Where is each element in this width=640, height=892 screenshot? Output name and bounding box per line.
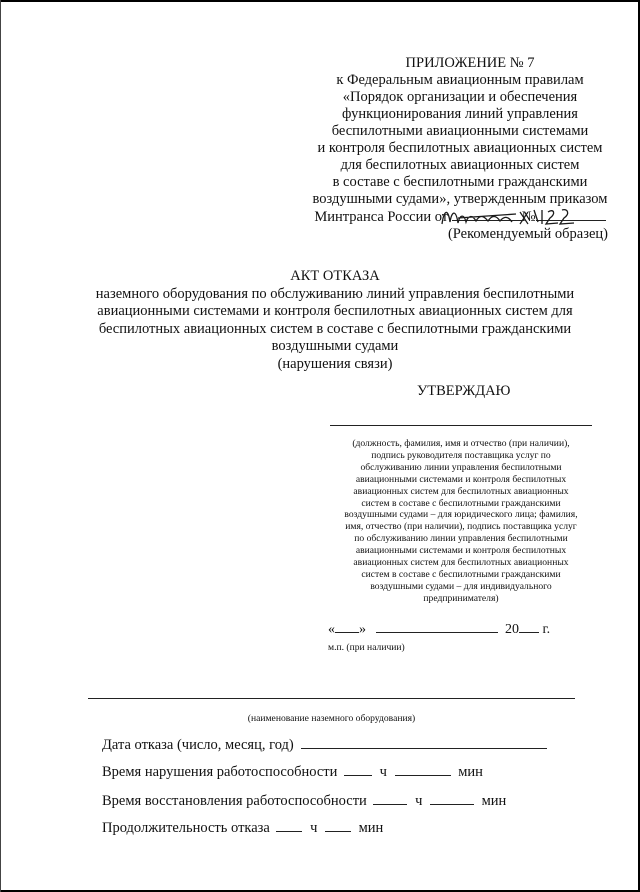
failure-date-blank[interactable] xyxy=(301,736,547,749)
equipment-name-caption: (наименование наземного оборудования) xyxy=(247,713,416,724)
year-blank[interactable] xyxy=(519,620,539,633)
approval-note-line: авиационных систем для беспилотных авиационных xyxy=(353,485,569,497)
hour-unit: ч xyxy=(379,764,387,780)
decree-number-sign: № xyxy=(521,209,536,225)
equipment-name-line[interactable] xyxy=(88,698,575,699)
scan-border-top xyxy=(0,0,640,2)
year-suffix: г. xyxy=(542,622,551,637)
appendix-header xyxy=(300,55,620,243)
appendix-line: «Порядок организации и обеспечения xyxy=(342,89,578,105)
act-subtitle-line: наземного оборудования по обслуживанию линий управления беспилотными xyxy=(95,285,575,302)
approval-note-line: воздушными судами – для юридического лица; фамилия, xyxy=(344,509,578,521)
appendix-line: для беспилотных авиационных систем xyxy=(340,157,580,173)
day-blank[interactable] xyxy=(335,620,359,633)
failure-date-label: Дата отказа (число, месяц, год) xyxy=(102,737,294,753)
act-subtitle-line: (нарушения связи) xyxy=(277,355,393,372)
approval-note-line: подпись руководителя поставщика услуг по xyxy=(371,449,551,461)
approval-note-line: систем в составе с беспилотными гражданскими xyxy=(361,497,561,509)
disruption-hours-blank[interactable] xyxy=(344,763,372,776)
approval-note-line: имя, отчество (при наличии), подпись поставщика услуг xyxy=(345,521,577,533)
recommended-sample-label: (Рекомендуемый образец) xyxy=(447,226,608,242)
scan-border-left xyxy=(0,0,1,892)
hour-unit: ч xyxy=(415,793,423,809)
decree-prefix: Минтранса России от xyxy=(314,209,449,225)
minute-unit: мин xyxy=(481,793,507,809)
act-subtitle-line: авиационными системами и контроля беспилотных авиационных систем для xyxy=(97,303,573,319)
approval-signature-line xyxy=(330,425,592,426)
date-open-quote: « xyxy=(328,622,335,637)
act-subtitle-line: воздушными судами xyxy=(271,338,399,354)
disruption-time-label: Время нарушения работоспособности xyxy=(102,764,338,780)
approval-note-line: авиационных систем для беспилотных авиационных xyxy=(353,557,569,569)
appendix-line: к Федеральным авиационным правилам xyxy=(336,72,584,88)
restore-time-row xyxy=(102,792,506,810)
act-title-block xyxy=(60,268,610,373)
approval-note xyxy=(330,438,592,605)
date-close-quote: » xyxy=(359,622,366,637)
duration-row xyxy=(102,819,383,837)
duration-hours-blank[interactable] xyxy=(276,819,302,832)
appendix-line: в составе с беспилотными гражданскими xyxy=(332,174,588,190)
disruption-minutes-blank[interactable] xyxy=(395,763,451,776)
approval-note-line: (должность, фамилия, имя и отчество (при наличии), xyxy=(352,438,570,449)
appendix-title: ПРИЛОЖЕНИЕ № 7 xyxy=(405,55,535,71)
failure-date-row xyxy=(102,736,547,754)
month-blank[interactable] xyxy=(376,620,498,633)
approval-note-line: авиационными системами и контроля беспилотных xyxy=(355,545,567,557)
decree-line xyxy=(300,208,620,226)
restore-hours-blank[interactable] xyxy=(373,792,407,805)
duration-label: Продолжительность отказа xyxy=(102,820,270,836)
appendix-line: функционирования линий управления xyxy=(342,106,578,122)
act-title: АКТ ОТКАЗА xyxy=(290,268,380,284)
appendix-line: беспилотными авиационными системами xyxy=(331,123,589,139)
appendix-line: и контроля беспилотных авиационных систем xyxy=(317,140,603,156)
stamp-note: м.п. (при наличии) xyxy=(328,642,405,653)
minute-unit: мин xyxy=(458,764,483,780)
restore-minutes-blank[interactable] xyxy=(430,792,474,805)
duration-minutes-blank[interactable] xyxy=(325,819,351,832)
minute-unit: мин xyxy=(358,820,384,836)
approval-date-line xyxy=(328,620,550,638)
hour-unit: ч xyxy=(310,820,318,836)
approval-label: УТВЕРЖДАЮ xyxy=(417,383,511,399)
appendix-line: воздушными судами», утвержденным приказом xyxy=(312,191,608,207)
restore-time-label: Время восстановления работоспособности xyxy=(102,793,367,809)
approval-note-line: авиационными системами и контроля беспилотных xyxy=(355,473,567,485)
approval-note-line: обслуживанию линии управления беспилотными xyxy=(360,461,562,473)
approval-note-line: предпринимателя) xyxy=(423,592,499,604)
year-prefix: 20 xyxy=(505,622,519,637)
handwritten-signature xyxy=(438,204,588,230)
approval-note-line: по обслуживанию линии управления беспилотными xyxy=(354,533,568,545)
approval-note-line: систем в составе с беспилотными гражданскими xyxy=(361,568,561,580)
act-subtitle-line: беспилотных авиационных систем в составе с беспилотными гражданскими xyxy=(98,320,572,337)
approval-note-line: воздушными судами – для индивидуального xyxy=(370,580,552,592)
disruption-time-row xyxy=(102,763,483,781)
